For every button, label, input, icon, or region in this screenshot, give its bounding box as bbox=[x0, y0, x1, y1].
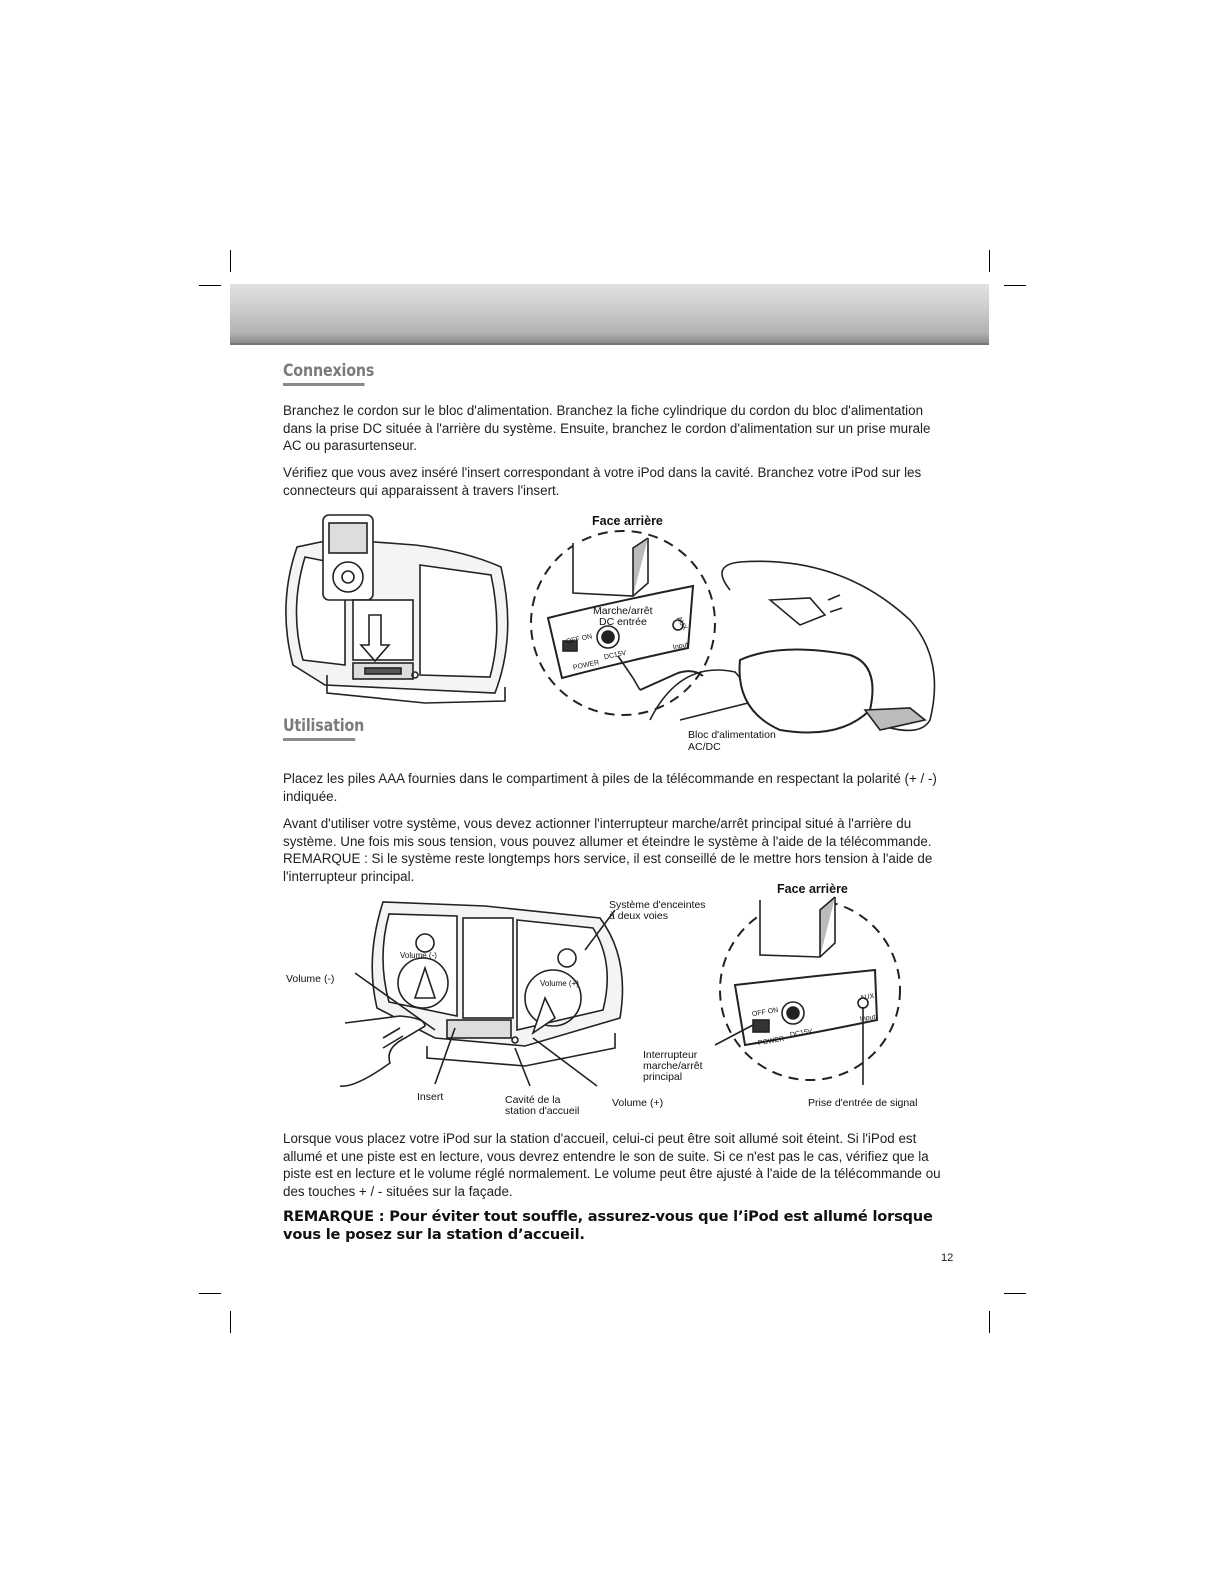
utilisation-paragraph-2: Avant d'utiliser votre système, vous devez actionner l'interrupteur marche/arrêt principal situé à l'arrière du système. Une fois mis sous tension, vous pouvez allumer et éteindre le système à l'aide de la télécommande. REMARQUE : Si le système reste longtemps hors service, il est conseillé de le mettre hors tension à l'aide de l'interrupteur principal. bbox=[283, 816, 933, 884]
panel-off-on-text: OFF ON bbox=[565, 633, 593, 646]
panel-power-text-2: POWER bbox=[757, 1035, 785, 1048]
crop-mark bbox=[1004, 1293, 1026, 1294]
title-underline bbox=[283, 738, 355, 741]
crop-mark bbox=[199, 1293, 221, 1294]
dock-cavity-label-line-2: station d'accueil bbox=[505, 1105, 580, 1117]
panel-off-on-text-2: OFF ON bbox=[751, 1006, 779, 1019]
rear-face-label-1: Face arrière bbox=[592, 514, 663, 528]
insert-label: Insert bbox=[417, 1091, 444, 1103]
dock-cavity-label-line-1: Cavité de la bbox=[505, 1094, 561, 1106]
crop-mark bbox=[199, 285, 221, 286]
dock-front-illustration bbox=[285, 898, 645, 1103]
volume-minus-outer-label: Volume (-) bbox=[286, 973, 335, 985]
main-switch-label-line-1: Interrupteur bbox=[643, 1049, 698, 1061]
section-title-utilisation bbox=[283, 716, 364, 741]
utilisation-paragraph-3: Lorsque vous placez votre iPod sur la station d'accueil, celui-ci peut être soit allumé soit éteint. Si l'iPod est allumé et une piste est en lecture, vous devrez entendre le son de suite. Si ce n'est pas le cas, vérifiez que la piste est en lecture et le volume réglé normalement. Le volume peut être ajusté à l'aide de la télécommande ou des touches + / - situées sur la façade. bbox=[283, 1131, 941, 1199]
dock-with-ipod-illustration bbox=[265, 515, 525, 715]
section-title-text: Connexions bbox=[283, 361, 375, 381]
volume-plus-outer-label: Volume (+) bbox=[612, 1097, 664, 1109]
panel-power-text: POWER bbox=[572, 659, 600, 672]
crop-mark bbox=[230, 250, 231, 272]
switch-label: Marche/arrêt bbox=[593, 605, 653, 617]
crop-mark bbox=[230, 1311, 231, 1333]
panel-input-text-2: Input bbox=[859, 1013, 876, 1024]
title-underline bbox=[283, 383, 364, 386]
volume-plus-inner-label: Volume (+) bbox=[540, 979, 579, 988]
rear-panel-zoom-illustration-2 bbox=[715, 895, 905, 1085]
crop-mark bbox=[1004, 285, 1026, 286]
speakers-label-line-1: Système d'enceintes bbox=[609, 899, 706, 911]
panel-aux-text-2: AUX bbox=[859, 993, 875, 1002]
section-title-text: Utilisation bbox=[283, 716, 365, 736]
speakers-label-line-2: à deux voies bbox=[609, 910, 668, 922]
power-adapter-illustration bbox=[640, 560, 950, 750]
panel-input-text: Input bbox=[672, 641, 690, 652]
adapter-label-line-1: Bloc d'alimentation bbox=[688, 729, 776, 741]
utilisation-note: REMARQUE : Pour éviter tout souffle, assurez-vous que l’iPod est allumé lorsque vous le posez sur la station d’accueil. bbox=[283, 1208, 933, 1243]
connexions-paragraph-2: Vérifiez que vous avez inséré l'insert correspondant à votre iPod dans la cavité. Branchez votre iPod sur les connecteurs qui apparaissent à travers l'insert. bbox=[283, 465, 922, 498]
connexions-paragraph-1: Branchez le cordon sur le bloc d'alimentation. Branchez la fiche cylindrique du cordon du bloc d'alimentation dans la prise DC située à l'arrière du système. Ensuite, branchez le cordon d'alimentation sur un prise murale AC ou parasurtenseur. bbox=[283, 403, 931, 453]
crop-mark bbox=[989, 1311, 990, 1333]
panel-aux-text: AUX bbox=[674, 615, 689, 632]
adapter-label-line-2: AC/DC bbox=[688, 741, 721, 753]
volume-minus-inner-label: Volume (-) bbox=[400, 951, 437, 960]
page-number: 12 bbox=[941, 1252, 954, 1264]
crop-mark bbox=[989, 250, 990, 272]
section-title-connexions bbox=[283, 361, 374, 386]
panel-dc-text-2: DC15V bbox=[789, 1028, 813, 1039]
main-switch-label-line-2: marche/arrêt bbox=[643, 1060, 703, 1072]
rear-face-label-2: Face arrière bbox=[777, 882, 848, 896]
main-switch-label-line-3: principal bbox=[643, 1071, 683, 1083]
dc-input-label: DC entrée bbox=[599, 616, 647, 628]
panel-dc-text: DC15V bbox=[603, 649, 628, 662]
header-bar bbox=[230, 284, 989, 345]
signal-input-label: Prise d'entrée de signal bbox=[808, 1097, 918, 1109]
utilisation-paragraph-1: Placez les piles AAA fournies dans le compartiment à piles de la télécommande en respectant la polarité (+ / -) indiquée. bbox=[283, 771, 937, 804]
